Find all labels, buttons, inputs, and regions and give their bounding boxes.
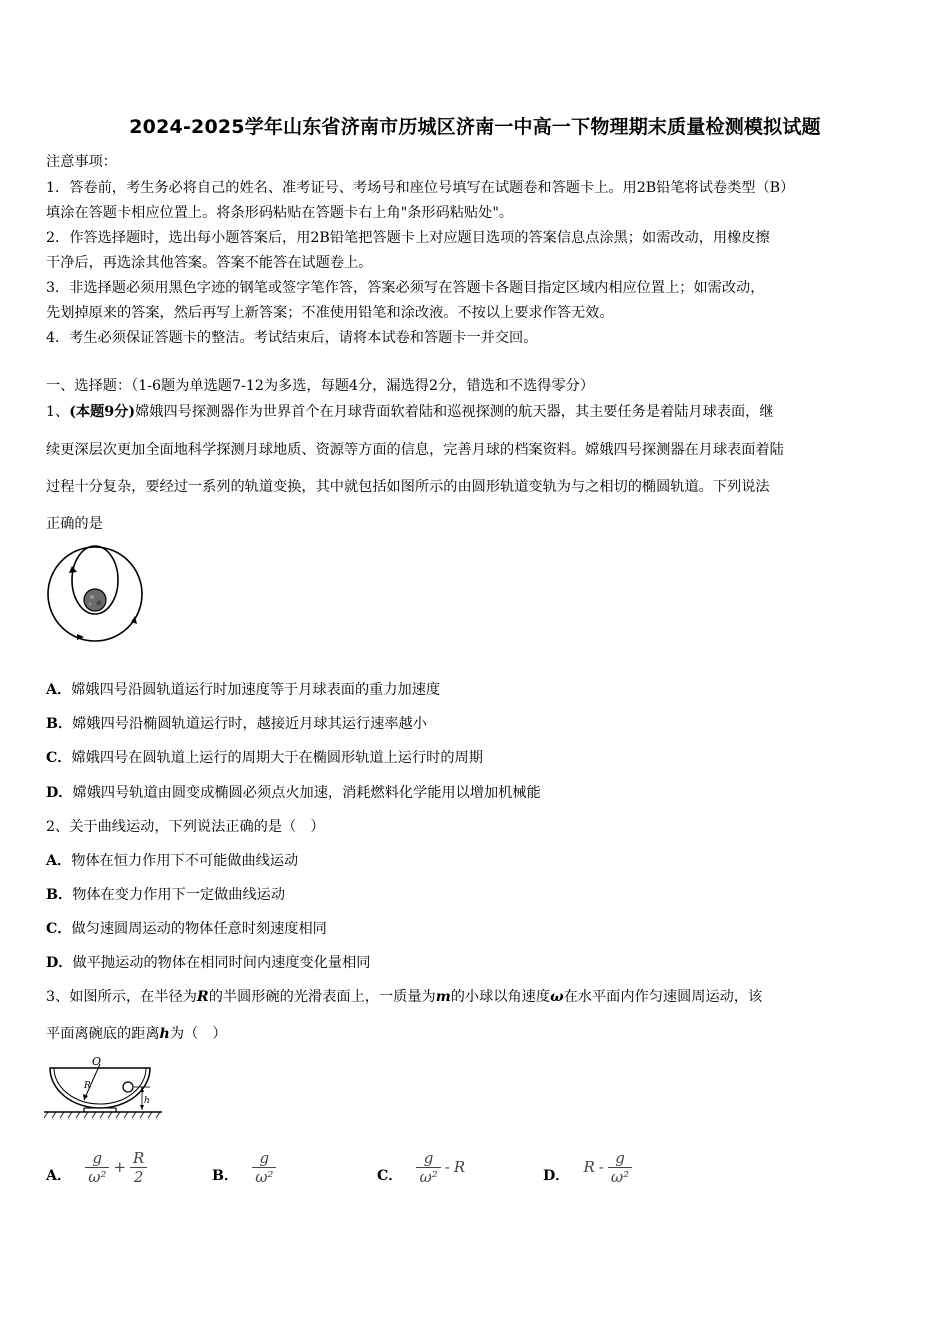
label-h: h <box>144 1096 150 1106</box>
moon-icon <box>84 589 106 611</box>
option-item: B．物体在变力作用下一定做曲线运动 <box>46 887 286 903</box>
question-3-stem: 平面离碗底的距离h为（ ） <box>46 1026 227 1042</box>
label-O: O <box>92 1055 102 1068</box>
question-1-line: 过程十分复杂，要经过一系列的轨道变换，其中就包括如图所示的由圆形轨道变轨为与之相切的椭圆轨道。下列说法 <box>46 479 770 495</box>
option-item: A．物体在恒力作用下不可能做曲线运动 <box>46 853 299 869</box>
notice-line: 3．非选择题必须用黑色字迹的钢笔或签字笔作答，答案必须写在答题卡各题目指定区域内相应位置上；如需改动， <box>46 280 765 296</box>
notice-line: 先划掉原来的答案，然后再写上新答案；不准使用铅笔和涂改液。不按以上要求作答无效。 <box>46 305 614 321</box>
question-number: 1、 <box>46 404 70 420</box>
section-heading: 一、选择题：（1-6题为单选题7-12为多选，每题4分，漏选得2分，错选和不选得零分） <box>46 378 595 394</box>
option-item: D．嫦娥四号轨道由圆变成椭圆必须点火加速，消耗燃料化学能用以增加机械能 <box>46 785 541 801</box>
bowl-diagram <box>44 1054 164 1120</box>
question-1-line <box>46 402 774 422</box>
option-item: D． R - $\frac{g}{\text{ω²}}$ <box>543 1142 632 1192</box>
notice-line: 4．考生必须保证答题卡的整洁。考试结束后，请将本试卷和答题卡一并交回。 <box>46 330 538 346</box>
option-item: A．嫦娥四号沿圆轨道运行时加速度等于月球表面的重力加速度 <box>46 682 441 698</box>
question-text: 嫦娥四号探测器作为世界首个在月球背面软着陆和巡视探测的航天器，其主要任务是着陆月球表面，继 <box>135 404 774 420</box>
notice-heading: 注意事项： <box>46 154 117 170</box>
label-R: R <box>84 1081 91 1091</box>
notice-line: 1．答卷前，考生务必将自己的姓名、准考证号、考场号和座位号填写在试题卷和答题卡上。用2B铅笔将试卷类型（B） <box>46 180 795 196</box>
ball <box>123 1082 133 1092</box>
bowl <box>50 1068 150 1108</box>
page-title: 2024-2025学年山东省济南市历城区济南一中高一下物理期末质量检测模拟试题 <box>129 116 821 138</box>
option-item: C． $\frac{g}{\text{ω²}}$ - R <box>377 1148 466 1186</box>
option-item: C．做匀速圆周运动的物体任意时刻速度相同 <box>46 921 327 937</box>
question-1-line: 续更深层次更加全面地科学探测月球地质、资源等方面的信息，完善月球的档案资料。嫦娥四号探测器在月球表面着陆 <box>46 442 784 458</box>
question-2-stem: 2、关于曲线运动，下列说法正确的是（ ） <box>46 819 325 835</box>
option-item: C．嫦娥四号在圆轨道上运行的周期大于在椭圆形轨道上运行时的周期 <box>46 750 483 766</box>
notice-line: 填涂在答题卡相应位置上。将条形码粘贴在答题卡右上角"条形码粘贴处"。 <box>46 205 514 221</box>
option-item: D．做平抛运动的物体在相同时间内速度变化量相同 <box>46 955 371 971</box>
question-3-stem: 3、如图所示，在半径为R的半圆形碗的光滑表面上，一质量为m的小球以角速度ω在水平面内作匀速圆周运动，该 <box>46 989 763 1005</box>
option-item: B．嫦娥四号沿椭圆轨道运行时，越接近月球其运行速率越小 <box>46 716 427 732</box>
notice-line: 2．作答选择题时，选出每小题答案后，用2B铅笔把答题卡上对应题目选项的答案信息点涂黑；如需改动，用橡皮擦 <box>46 230 770 246</box>
notice-line: 干净后，再选涂其他答案。答案不能答在试题卷上。 <box>46 255 373 271</box>
question-1-line: 正确的是 <box>46 516 103 532</box>
question-tag: (本题9分) <box>69 404 136 420</box>
orbit-diagram <box>44 544 150 644</box>
option-item: B． $\frac{g}{\text{ω²}}$ <box>212 1142 276 1192</box>
option-item: A． $\frac{g}{\text{ω²}}$ + $\frac{R}{2}$ <box>46 1142 147 1192</box>
